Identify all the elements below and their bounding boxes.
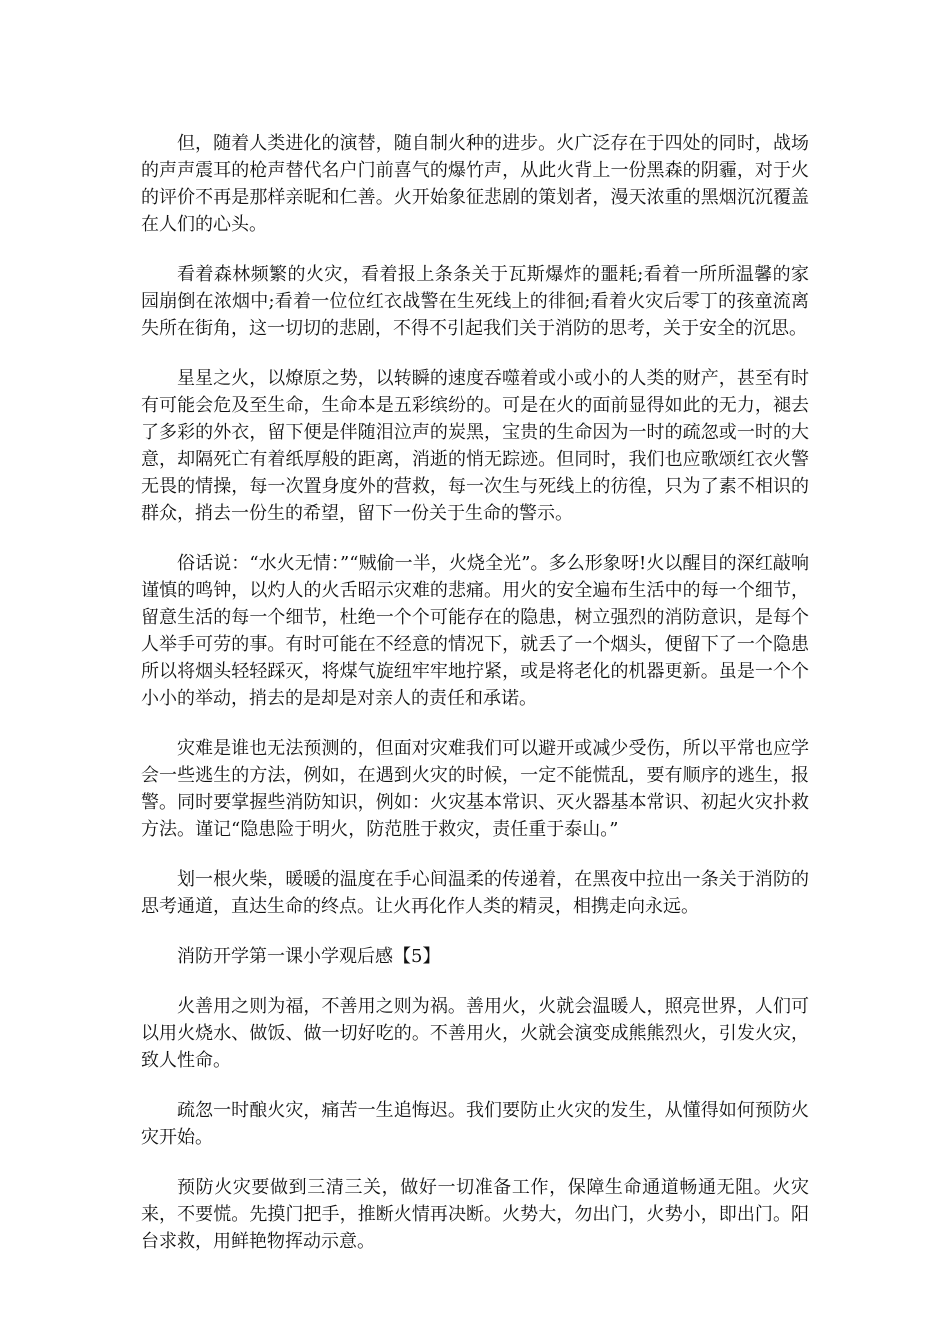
paragraph-7: 火善用之则为福，不善用之则为祸。善用火，火就会温暖人，照亮世界，人们可以用火烧水、做饭、做一切好吃的。不善用火，火就会演变成熊熊烈火，引发火灾，致人性命。 <box>141 996 809 1071</box>
paragraph-8: 疏忽一时酿火灾，痛苦一生追悔迟。我们要防止火灾的发生，从懂得如何预防火灾开始。 <box>141 1100 809 1148</box>
paragraph-5: 灾难是谁也无法预测的，但面对灾难我们可以避开或减少受伤，所以平常也应学会一些逃生的方法，例如，在遇到火灾的时候，一定不能慌乱，要有顺序的逃生，报警。同时要掌握些消防知识，例如：火灾基本常识、灭火器基本常识、初起火灾扑救方法。谨记“隐患险于明火，防范胜于救灾，责任重于泰山。” <box>141 738 809 840</box>
paragraph-4: 俗话说：“水火无情：”“贼偷一半，火烧全光”。多么形象呀!火以醒目的深红敲响谨慎的鸣钟，以灼人的火舌昭示灾难的悲痛。用火的安全遍布生活中的每一个细节，留意生活的每一个细节，杜绝一个个可能存在的隐患，树立强烈的消防意识，是每个人举手可劳的事。有时可能在不经意的情况下，就丢了一个烟头，便留下了一个隐患所以将烟头轻轻踩灭，将煤气旋纽牢牢地拧紧，或是将老化的机器更新。虽是一个个小小的举动，捎去的是却是对亲人的责任和承诺。 <box>141 553 809 709</box>
document-page <box>141 130 809 1278</box>
paragraph-9: 预防火灾要做到三清三关，做好一切准备工作，保障生命通道畅通无阻。火灾来，不要慌。先摸门把手，推断火情再决断。火势大，勿出门，火势小，即出门。阳台求救，用鲜艳物挥动示意。 <box>141 1177 809 1252</box>
paragraph-6: 划一根火柴，暖暖的温度在手心间温柔的传递着，在黑夜中拉出一条关于消防的思考通道，直达生命的终点。让火再化作人类的精灵，相携走向永远。 <box>141 869 809 917</box>
paragraph-2: 看着森林频繁的火灾，看着报上条条关于瓦斯爆炸的噩耗;看着一所所温馨的家园崩倒在浓烟中;看着一位位红衣战警在生死线上的徘徊;看着火灾后零丁的孩童流离失所在街角，这一切切的悲剧，不得不引起我们关于消防的思考，关于安全的沉思。 <box>141 264 809 339</box>
section-heading: 消防开学第一课小学观后感【5】 <box>177 946 441 967</box>
paragraph-3: 星星之火，以燎原之势，以转瞬的速度吞噬着或小或小的人类的财产，甚至有时有可能会危及至生命，生命本是五彩缤纷的。可是在火的面前显得如此的无力，褪去了多彩的外衣，留下便是伴随泪泣声的炭黑，宝贵的生命因为一时的疏忽或一时的大意，却隔死亡有着纸厚般的距离，消逝的悄无踪迹。但同时，我们也应歌颂红衣火警无畏的情操，每一次置身度外的营救，每一次生与死线上的彷徨，只为了素不相识的群众，捎去一份生的希望，留下一份关于生命的警示。 <box>141 368 809 524</box>
paragraph-1: 但，随着人类进化的演替，随自制火种的进步。火广泛存在于四处的同时，战场的声声震耳的枪声替代名户门前喜气的爆竹声，从此火背上一份黑森的阴霾，对于火的评价不再是那样亲昵和仁善。火开始象征悲剧的策划者，漫天浓重的黑烟沉沉覆盖在人们的心头。 <box>141 133 809 235</box>
